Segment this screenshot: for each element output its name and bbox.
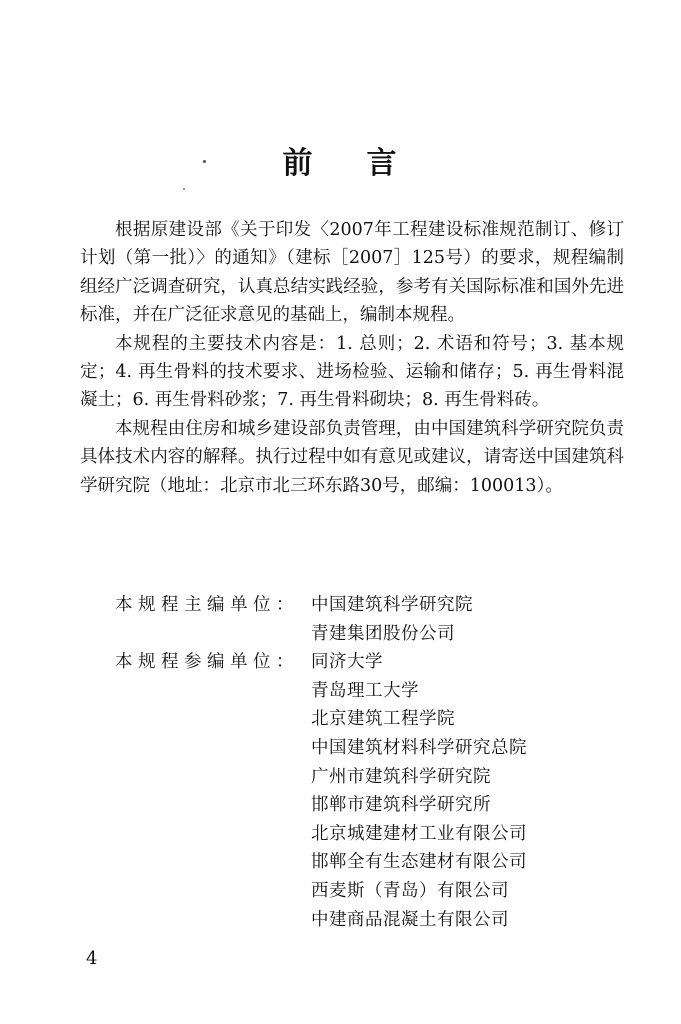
paragraph-basis: 根据原建设部《关于印发〈2007年工程建设标准规范制订、修订计划（第一批）〉的通知》（建标［2007］125号）的要求，规程编制组经广泛调查研究，认真总结实践经验，参考有关国际标准和国外先进标准，并在广泛征求意见的基础上，编制本规程。: [80, 220, 624, 326]
participating-units-label: 本规程参编单位：: [115, 652, 299, 673]
units-section: [80, 591, 624, 934]
chief-units-label: 本规程主编单位：: [115, 595, 299, 615]
paragraph-contents: 本规程的主要技术内容是：1. 总则；2. 术语和符号；3. 基本规定；4. 再生骨料的技术要求、进场检验、运输和储存；5. 再生骨料混凝土；6. 再生骨料砂浆；7. 再生骨料砌块；8. 再生骨料砖。: [80, 333, 624, 411]
page-number: 4: [86, 948, 98, 969]
list-item: 北京城建建材工业有限公司: [311, 823, 527, 844]
chief-units-group: [80, 591, 624, 648]
list-item: 北京建筑工程学院: [311, 709, 455, 730]
preface-body: [80, 216, 624, 500]
paragraph-management: 本规程由住房和城乡建设部负责管理，由中国建筑科学研究院负责具体技术内容的解释。执行过程中如有意见或建议，请寄送中国建筑科学研究院（地址：北京市北三环东路30号，邮编：100013）。: [80, 418, 624, 496]
title-part-2: 言: [366, 146, 399, 181]
page-title: [0, 138, 681, 182]
list-item: 广州市建筑科学研究院: [311, 766, 491, 787]
title-part-1: 前: [282, 146, 315, 181]
chief-units-list: [311, 591, 473, 648]
list-item: 青岛理工大学: [311, 680, 419, 701]
list-item: 中国建筑材料科学研究总院: [311, 737, 527, 758]
list-item: 同济大学: [311, 652, 383, 673]
list-item: 西麦斯（青岛）有限公司: [311, 880, 509, 901]
list-item: 邯郸全有生态建材有限公司: [311, 852, 527, 873]
scan-speck: [183, 188, 185, 190]
list-item: 青建集团股份公司: [311, 623, 455, 644]
list-item: 中国建筑科学研究院: [311, 595, 473, 615]
list-item: 邯郸市建筑科学研究所: [311, 795, 491, 816]
participating-units-list: [311, 648, 527, 934]
list-item: 中建商品混凝土有限公司: [311, 909, 509, 930]
participating-units-group: [80, 648, 624, 934]
